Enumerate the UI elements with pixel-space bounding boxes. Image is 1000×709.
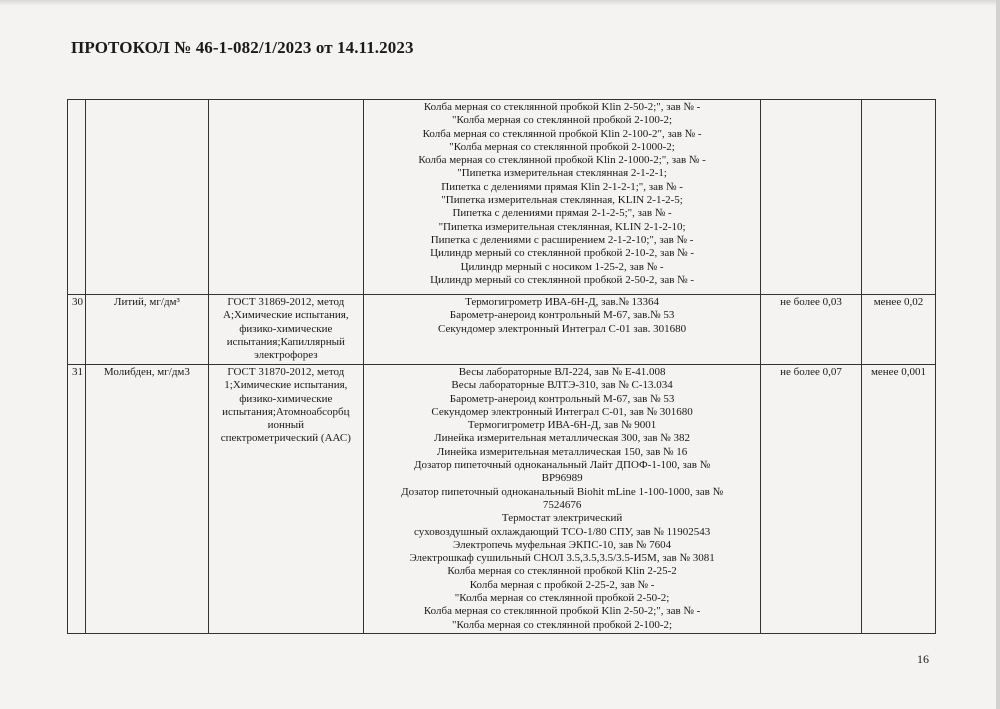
equipment-line: Пипетка с делениями прямая Klin 2-1-2-1;", зав № - xyxy=(441,180,683,193)
equipment-line: Цилиндр мерный с носиком 1-25-2, зав № - xyxy=(460,260,664,273)
indicator-cell: Молибден, мг/дм3 xyxy=(86,365,208,634)
protocol-title: ПРОТОКОЛ № 46-1-082/1/2023 от 14.11.2023 xyxy=(71,38,414,57)
method-line: спектрометрический (ААС) xyxy=(220,432,351,445)
equipment-line: Секундомер электронный Интеграл С-01 зав. 301680 xyxy=(438,322,687,335)
method-cell xyxy=(208,100,364,295)
equipment-line: Колба мерная со стеклянной пробкой Klin 2-50-2;", зав № - xyxy=(423,101,701,113)
equipment-line: Термогигрометр ИВА-6Н-Д, зав № 9001 xyxy=(467,419,657,432)
equipment-line: "Колба мерная со стеклянной пробкой 2-100-2; xyxy=(452,114,673,127)
equipment-line: Электропечь муфельная ЭКПС-10, зав № 7604 xyxy=(453,538,672,551)
equipment-line: ВР96989 xyxy=(541,472,583,485)
equipment-line: Секундомер электронный Интеграл С-01, зав № 301680 xyxy=(431,405,693,418)
method-cell xyxy=(208,365,364,634)
equipment-line: Пипетка с делениями прямая 2-1-2-5;", зав № - xyxy=(452,207,672,220)
equipment-line: "Колба мерная со стеклянной пробкой 2-1000-2; xyxy=(449,140,675,153)
equipment-line: Колба мерная со стеклянной пробкой Klin 2-100-2", зав № - xyxy=(422,127,702,140)
page-number: 16 xyxy=(917,652,929,666)
method-cell xyxy=(208,295,364,365)
equipment-line: Дозатор пипеточный одноканальный Biohit mLine 1-100-1000, зав № xyxy=(401,485,724,498)
method-line: испытания;Капиллярный xyxy=(226,335,345,348)
row-number-cell: 30 xyxy=(68,295,86,365)
equipment-line: Пипетка с делениями с расширением 2-1-2-10;", зав № - xyxy=(430,233,694,246)
equipment-line: 7524676 xyxy=(542,498,582,511)
equipment-line: Барометр-анероид контрольный М-67, зав.№ 53 xyxy=(449,309,675,322)
table-row-continuation xyxy=(68,100,936,295)
equipment-line: Термостат электрический xyxy=(501,512,623,525)
equipment-cell xyxy=(364,365,761,634)
equipment-line: Цилиндр мерный со стеклянной пробкой 2-10-2, зав № - xyxy=(430,247,695,260)
equipment-line: Линейка измерительная металлическая 150, зав № 16 xyxy=(436,445,688,458)
page-edge xyxy=(996,0,1000,709)
equipment-line: Линейка измерительная металлическая 300, зав № 382 xyxy=(434,432,691,445)
row-number-cell xyxy=(68,100,86,295)
page-edge xyxy=(0,0,1000,6)
indicator-cell: Литий, мг/дм³ xyxy=(86,295,208,365)
equipment-line: "Колба мерная со стеклянной пробкой 2-50-2; xyxy=(454,592,670,605)
table-row xyxy=(68,365,936,634)
norm-cell: не более 0,03 xyxy=(761,295,862,365)
equipment-line: "Пипетка измерительная стеклянная, KLIN 2-1-2-5; xyxy=(441,194,683,207)
equipment-line: Весы лабораторные ВЛТЭ-310, зав № С-13.034 xyxy=(451,379,673,392)
equipment-line: Весы лабораторные ВЛ-224, зав № Е-41.008 xyxy=(458,366,666,378)
result-cell: менее 0,001 xyxy=(861,365,935,634)
method-line: ГОСТ 31869-2012, метод xyxy=(227,296,345,308)
method-line: А;Химические испытания, xyxy=(223,309,349,322)
method-line: 1;Химические испытания, xyxy=(224,379,348,392)
result-cell xyxy=(861,100,935,295)
method-line: ионный xyxy=(267,419,305,432)
results-table xyxy=(67,99,936,634)
equipment-line: "Пипетка измерительная стеклянная 2-1-2-1; xyxy=(457,167,667,180)
method-line: ГОСТ 31870-2012, метод xyxy=(227,366,345,378)
method-line: физико-химические xyxy=(239,392,333,405)
method-line: испытания;Атомноабсорбц xyxy=(222,405,350,418)
equipment-line: Колба мерная со стеклянной пробкой Klin 2-25-2 xyxy=(447,565,677,578)
equipment-line: Электрошкаф сушильный СНОЛ 3.5,3.5,3.5/3.5-И5М, зав № 3081 xyxy=(409,552,715,565)
norm-cell: не более 0,07 xyxy=(761,365,862,634)
result-cell: менее 0,02 xyxy=(861,295,935,365)
equipment-line: суховоздушный охлаждающий ТСО-1/80 СПУ, зав № 11902543 xyxy=(413,525,711,538)
equipment-line: Дозатор пипеточный одноканальный Лайт ДПОФ-1-100, зав № xyxy=(413,459,711,472)
method-line: электрофорез xyxy=(254,349,318,362)
indicator-cell xyxy=(86,100,208,295)
row-number-cell: 31 xyxy=(68,365,86,634)
equipment-line: Колба мерная со стеклянной пробкой Klin 2-1000-2;", зав № - xyxy=(418,154,706,167)
equipment-line: "Пипетка измерительная стеклянная, KLIN 2-1-2-10; xyxy=(438,220,686,233)
equipment-line: Колба мерная с пробкой 2-25-2, зав № - xyxy=(469,578,655,591)
equipment-cell xyxy=(364,295,761,365)
method-line: физико-химические xyxy=(239,322,333,335)
equipment-line: "Колба мерная со стеклянной пробкой 2-100-2; xyxy=(452,618,673,631)
table-row xyxy=(68,295,936,365)
equipment-line: Колба мерная со стеклянной пробкой Klin 2-50-2;", зав № - xyxy=(423,605,701,618)
equipment-line: Термогигрометр ИВА-6Н-Д, зав.№ 13364 xyxy=(465,296,660,308)
equipment-line: Цилиндр мерный со стеклянной пробкой 2-50-2, зав № - xyxy=(430,273,695,286)
norm-cell xyxy=(761,100,862,295)
equipment-cell xyxy=(364,100,761,295)
equipment-line: Барометр-анероид контрольный М-67, зав № 53 xyxy=(449,392,675,405)
